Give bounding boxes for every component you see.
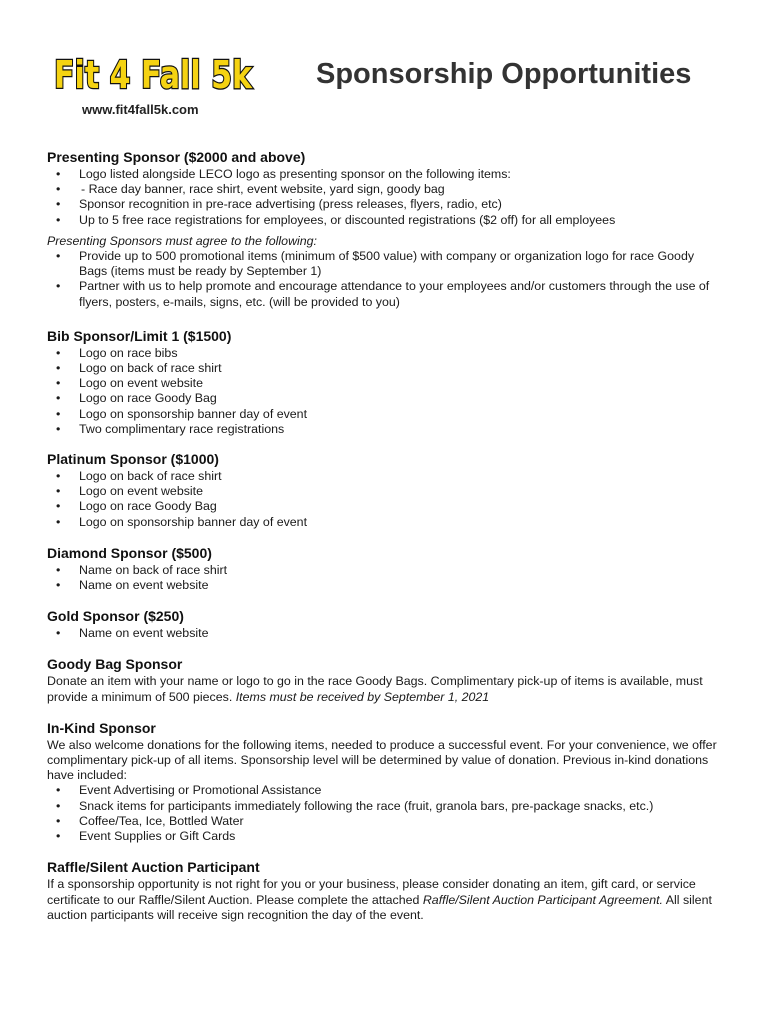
section-heading: Gold Sponsor ($250): [47, 608, 184, 625]
list-item: • Event Supplies or Gift Cards: [47, 829, 719, 844]
gold-sponsor-section: [47, 607, 719, 641]
body-text: All silent auction participants will receive sign recognition the day of the event.: [47, 892, 712, 922]
section-text: [47, 877, 719, 923]
list-item: • Name on event website: [47, 578, 719, 593]
page-title: Sponsorship Opportunities: [316, 58, 692, 90]
section-heading: Goody Bag Sponsor: [47, 656, 183, 673]
svg-text:Fit 4 Fall 5k: Fit 4 Fall 5k: [54, 53, 253, 97]
body-text: Donate an item with your name or logo to go in the race Goody Bags. Complimentary pick-up of items is available, must provide a minimum of 500 pieces.: [47, 674, 703, 704]
list-item: • Two complimentary race registrations: [47, 422, 719, 437]
in-kind-sponsor-section: [47, 719, 719, 844]
section-heading: Bib Sponsor/Limit 1 ($1500): [47, 327, 232, 344]
section-heading: Presenting Sponsor ($2000 and above): [47, 149, 306, 165]
deadline-text: Items must be received by September 1, 2021: [235, 689, 490, 704]
list-item: • Provide up to 500 promotional items (minimum of $500 value) with company or organization logo for race Goody Bags (items must be ready by September 1): [47, 249, 719, 279]
body-text: If a sponsorship opportunity is not right for you or your business, please consider donating an item, gift card, or service certificate to our Raffle/Silent Auction. Please complete the attached: [47, 877, 696, 907]
list-item: • Logo on race bibs: [47, 346, 719, 361]
platinum-sponsor-section: [47, 450, 719, 530]
list-item: • Partner with us to help promote and encourage attendance to your employees and/or customers through the use of flyers, posters, e-mails, signs, etc. (will be provided to you): [47, 279, 719, 309]
agreement-note: Presenting Sponsors must agree to the following:: [47, 233, 317, 248]
list-item: • Name on event website: [47, 626, 719, 641]
list-item: • Logo listed alongside LECO logo as presenting sponsor on the following items:: [47, 167, 719, 182]
list-item: • Coffee/Tea, Ice, Bottled Water: [47, 814, 719, 829]
list-item: • Logo on race Goody Bag: [47, 391, 719, 406]
agreement-title: Raffle/Silent Auction Participant Agreement.: [422, 892, 663, 907]
list-item: • Event Advertising or Promotional Assistance: [47, 783, 719, 798]
presenting-sponsor-section: [47, 148, 719, 310]
section-heading: In-Kind Sponsor: [47, 719, 156, 736]
list-item: • Logo on race Goody Bag: [47, 499, 719, 514]
section-text: We also welcome donations for the following items, needed to produce a successful event. For your convenience, we offer complimentary pick-up of all items. Sponsorship level will be determined by value of donation. Previous in-kind donations have included:: [47, 737, 717, 783]
sub-list-item: • - Race day banner, race shirt, event website, yard sign, goody bag: [47, 182, 719, 197]
list-item: • Sponsor recognition in pre-race advertising (press releases, flyers, radio, etc): [47, 197, 719, 212]
document-body: [47, 148, 719, 934]
raffle-section: [47, 858, 719, 923]
list-item: • Logo on sponsorship banner day of event: [47, 515, 719, 530]
list-item: • Name on back of race shirt: [47, 563, 719, 578]
list-item: • Logo on back of race shirt: [47, 469, 719, 484]
list-item: • Logo on back of race shirt: [47, 361, 719, 376]
section-heading: Platinum Sponsor ($1000): [47, 451, 219, 468]
section-text: [47, 674, 719, 704]
section-heading: Diamond Sponsor ($500): [47, 544, 212, 561]
section-heading: Raffle/Silent Auction Participant: [47, 859, 260, 876]
list-item: • Logo on event website: [47, 484, 719, 499]
website-url[interactable]: www.fit4fall5k.com: [82, 102, 199, 117]
list-item: • Logo on sponsorship banner day of event: [47, 407, 719, 422]
list-item: • Up to 5 free race registrations for employees, or discounted registrations ($2 off) for all employees: [47, 213, 719, 228]
list-item: • Snack items for participants immediately following the race (fruit, granola bars, pre-package snacks, etc.): [47, 799, 719, 814]
bib-sponsor-section: [47, 327, 719, 437]
goody-bag-sponsor-section: [47, 655, 719, 704]
diamond-sponsor-section: [47, 544, 719, 593]
list-item: • Logo on event website: [47, 376, 719, 391]
fit4fall5k-logo: [50, 44, 256, 96]
